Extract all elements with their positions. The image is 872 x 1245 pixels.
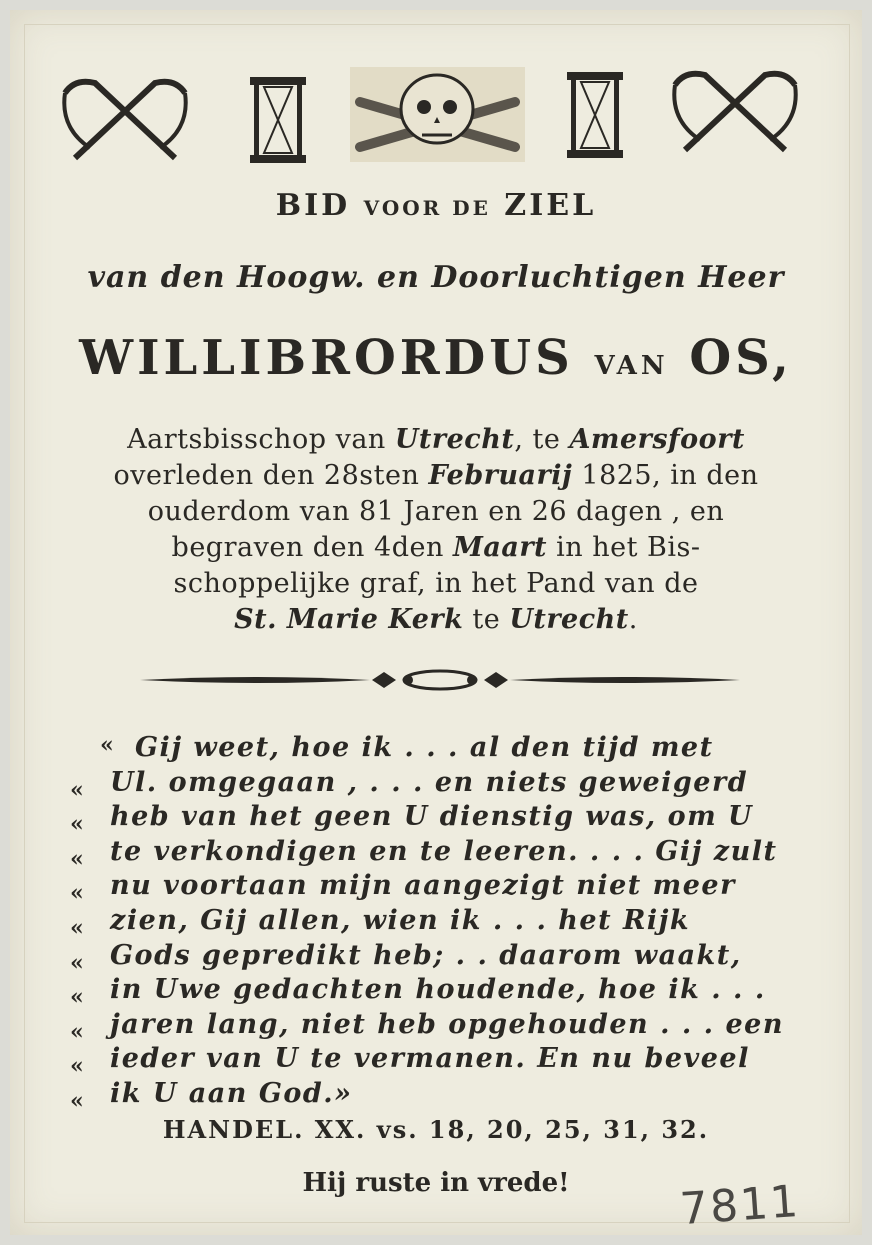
quote-line: « Ul. omgegaan , . . . en niets geweigerd — [70, 766, 749, 803]
deceased-name — [10, 330, 862, 386]
quote-line: « ik U aan God.» — [70, 1077, 353, 1114]
biography — [10, 422, 862, 638]
ornament-row — [10, 55, 862, 175]
skull-and-crossbones-icon — [350, 67, 525, 162]
quote-line: « zien, Gij allen, wien ik . . . het Rijk — [70, 904, 691, 941]
heading-word: VOOR DE — [363, 196, 491, 220]
name-surname: OS, — [689, 330, 793, 386]
ornamental-divider — [140, 665, 740, 695]
quote-line: « Gods gepredikt heb; . . daarom waakt, — [70, 939, 742, 976]
scripture-reference: HANDEL. XX. vs. 18, 20, 25, 31, 32. — [162, 1115, 710, 1144]
biography-line: overleden den 28sten Februarij 1825, in den — [113, 460, 759, 491]
name-van: VAN — [594, 351, 669, 381]
heading-word: BID — [275, 188, 351, 223]
heading — [10, 188, 862, 223]
biography-line: begraven den 4den Maart in het Bis- — [171, 532, 701, 563]
memorial-card — [10, 10, 862, 1235]
biography-line: St. Marie Kerk te Utrecht. — [234, 604, 638, 635]
biography-line: ouderdom van 81 Jaren en 26 dagen , en — [147, 496, 725, 527]
quote-line: « heb van het geen U dienstig was, om U — [70, 801, 754, 838]
handwritten-number: 7811 — [678, 1175, 802, 1236]
closing-line: Hij ruste in vrede! — [302, 1168, 570, 1198]
hourglass-icon — [565, 70, 625, 160]
scripture-quote — [70, 732, 830, 1113]
biography-line: Aartsbisschop van Utrecht, te Amersfoort — [127, 424, 745, 455]
crossed-scythes-icon — [665, 65, 805, 160]
quote-line: « ieder van U te vermanen. En nu beveel — [70, 1043, 750, 1080]
biography-line: schoppelijke graf, in het Pand van de — [173, 568, 699, 599]
heading-word: ZIEL — [504, 188, 597, 223]
quote-line: « in Uwe gedachten houdende, hoe ik . . . — [70, 974, 766, 1011]
name-main: WILLIBRORDUS — [79, 330, 574, 386]
subheading: van den Hoogw. en Doorluchtigen Heer — [87, 260, 785, 295]
quote-line: « Gij weet, hoe ik . . . al den tijd met — [100, 732, 714, 763]
quote-line: « jaren lang, niet heb opgehouden . . . een — [70, 1008, 784, 1045]
quote-line: « te verkondigen en te leeren. . . . Gij zult — [70, 835, 778, 872]
quote-line: « nu voortaan mijn aangezigt niet meer — [70, 870, 736, 907]
hourglass-icon — [248, 75, 308, 165]
crossed-scythes-icon — [55, 73, 195, 168]
